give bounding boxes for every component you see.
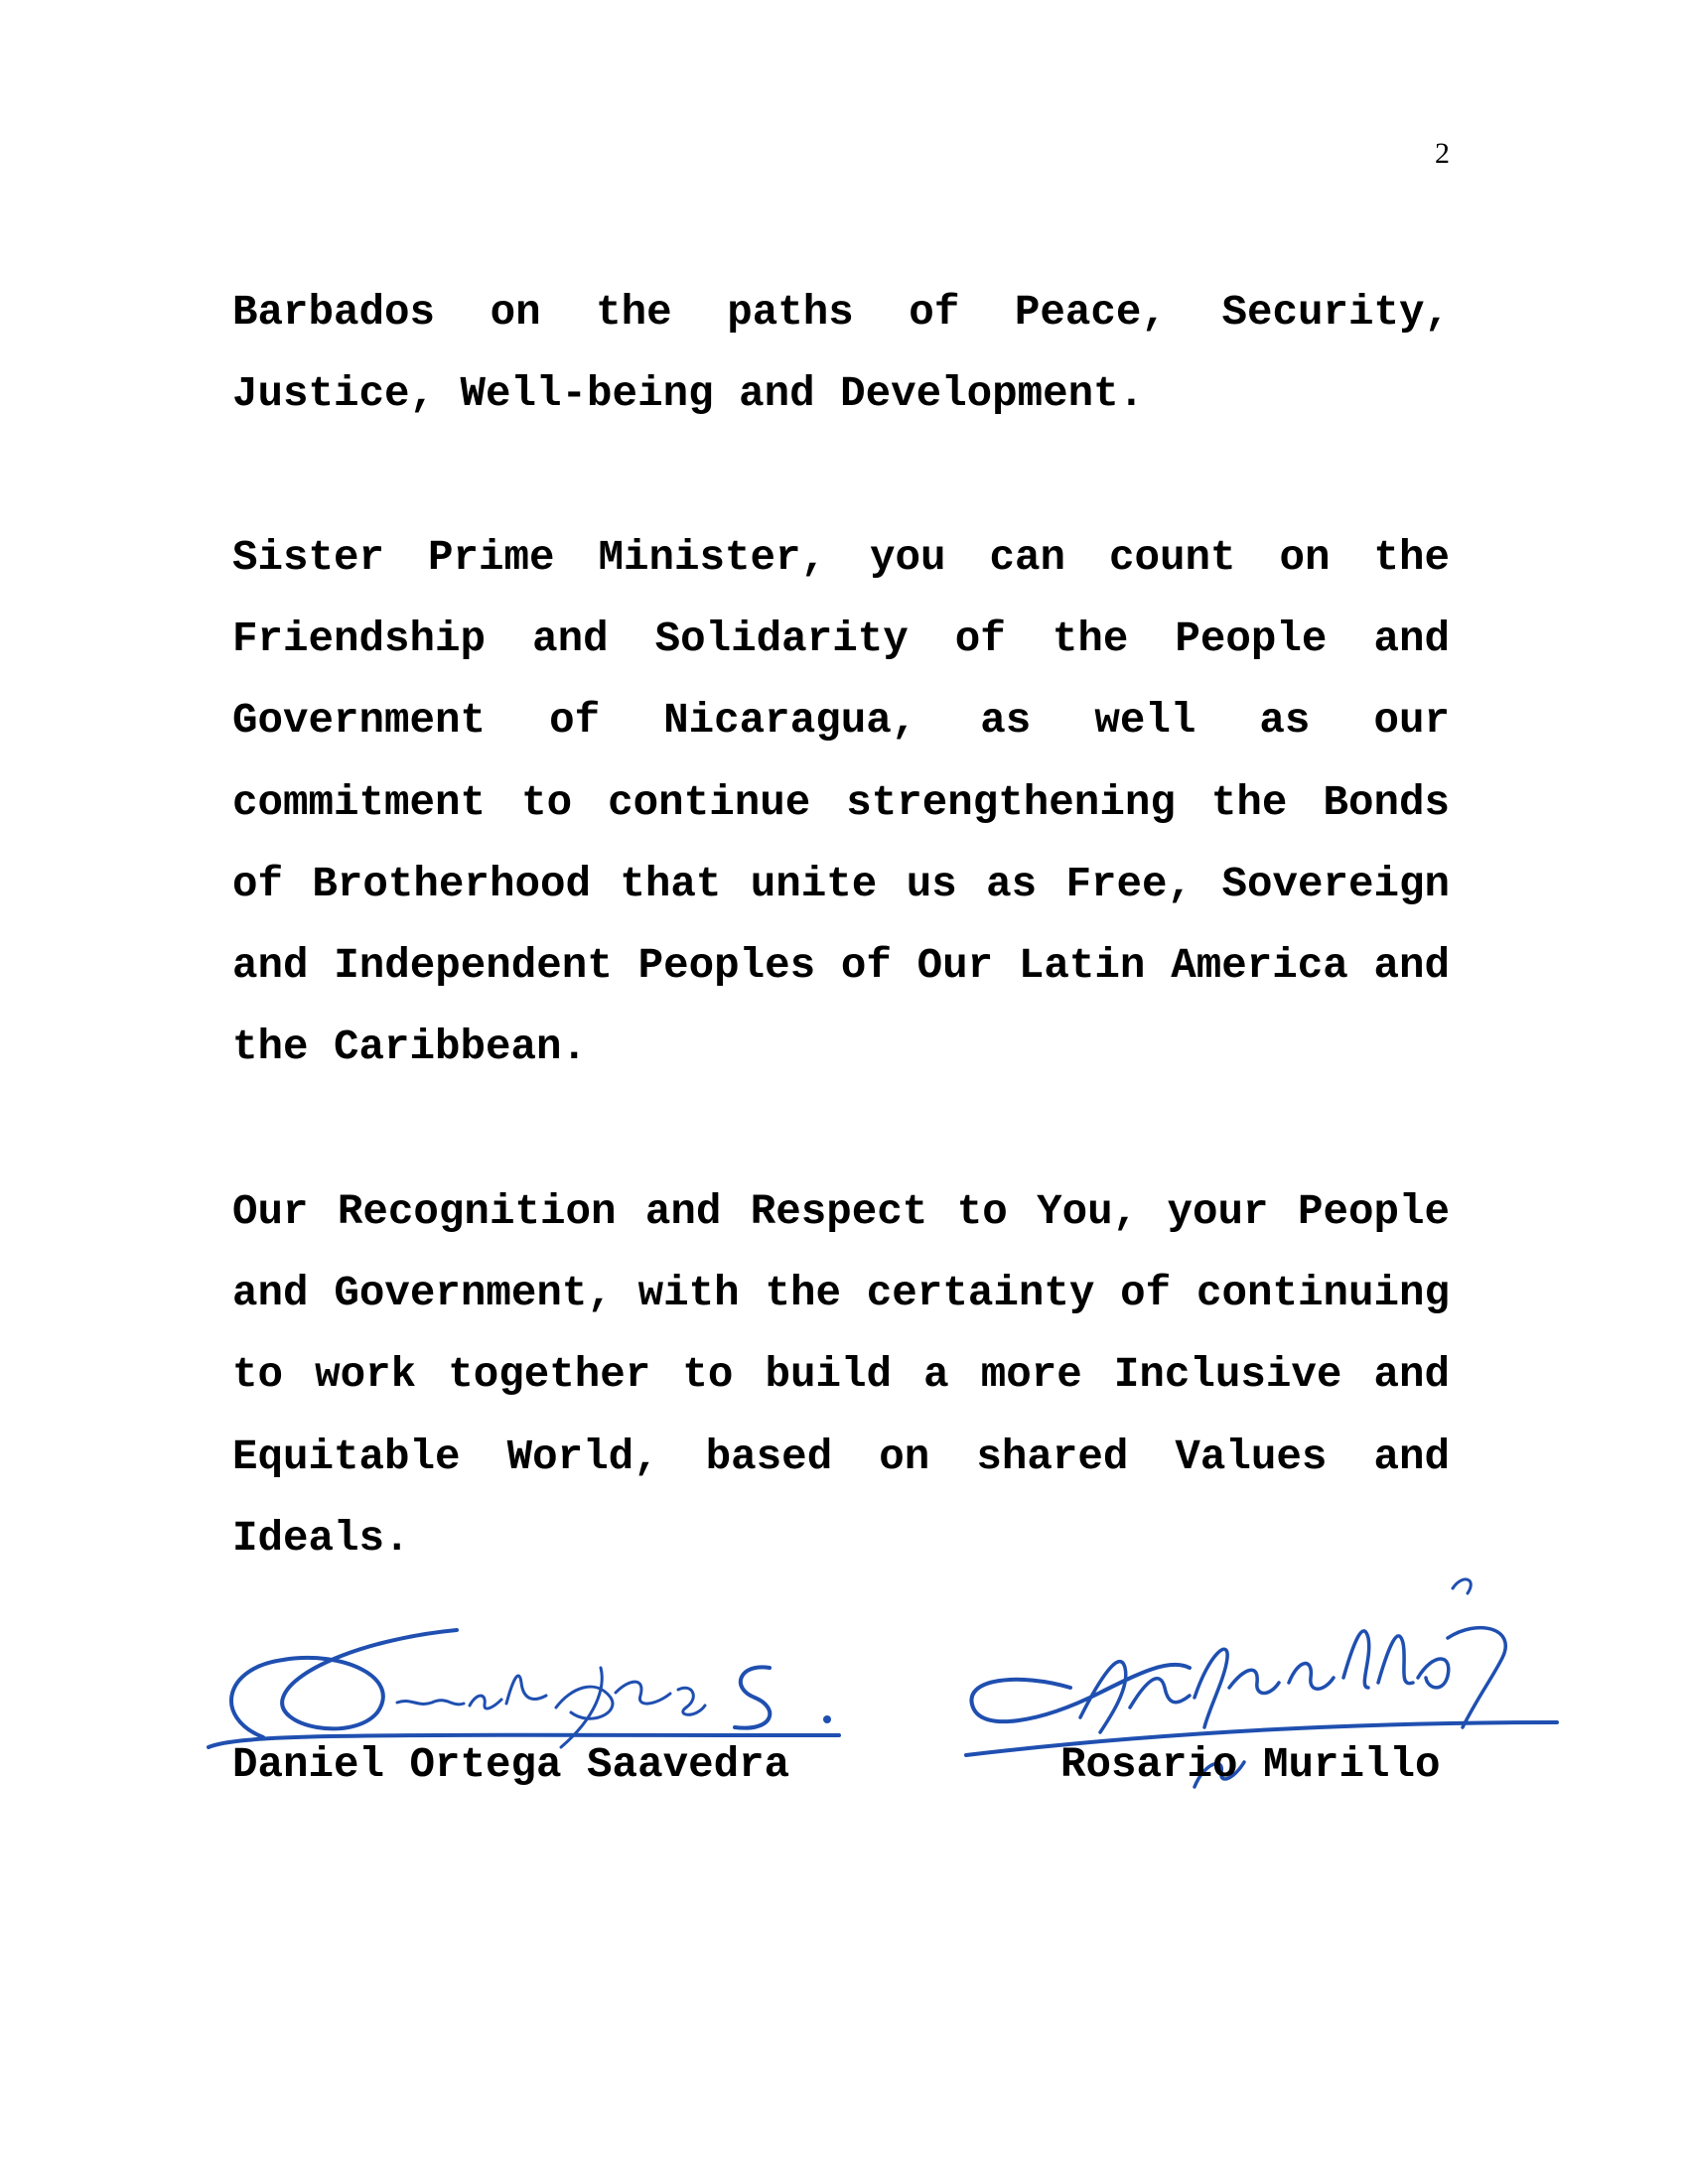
signer-name-daniel-ortega: Daniel Ortega Saavedra xyxy=(232,1741,790,1789)
paragraph-recognition-respect: Our Recognition and Respect to You, your People and Government, with the certainty of continuing to work together to build a more Inclusive and Equitable World, based on shared Values and Ideals. xyxy=(232,1188,1450,1563)
paragraph-closing-wishes: Barbados on the paths of Peace, Security, Justice, Well-being and Development. xyxy=(232,289,1450,419)
signer-name-rosario-murillo: Rosario Murillo xyxy=(1060,1741,1441,1789)
page-number: 2 xyxy=(1435,137,1450,170)
paragraph-friendship-solidarity: Sister Prime Minister, you can count on the Friendship and Solidarity of the People and Government of Nicaragua, as well as our commitment to continue strengthening the Bonds of Brotherhood that unite us as Free, Sovereign and Independent Peoples of Our Latin America and the Caribbean. xyxy=(232,534,1450,1072)
